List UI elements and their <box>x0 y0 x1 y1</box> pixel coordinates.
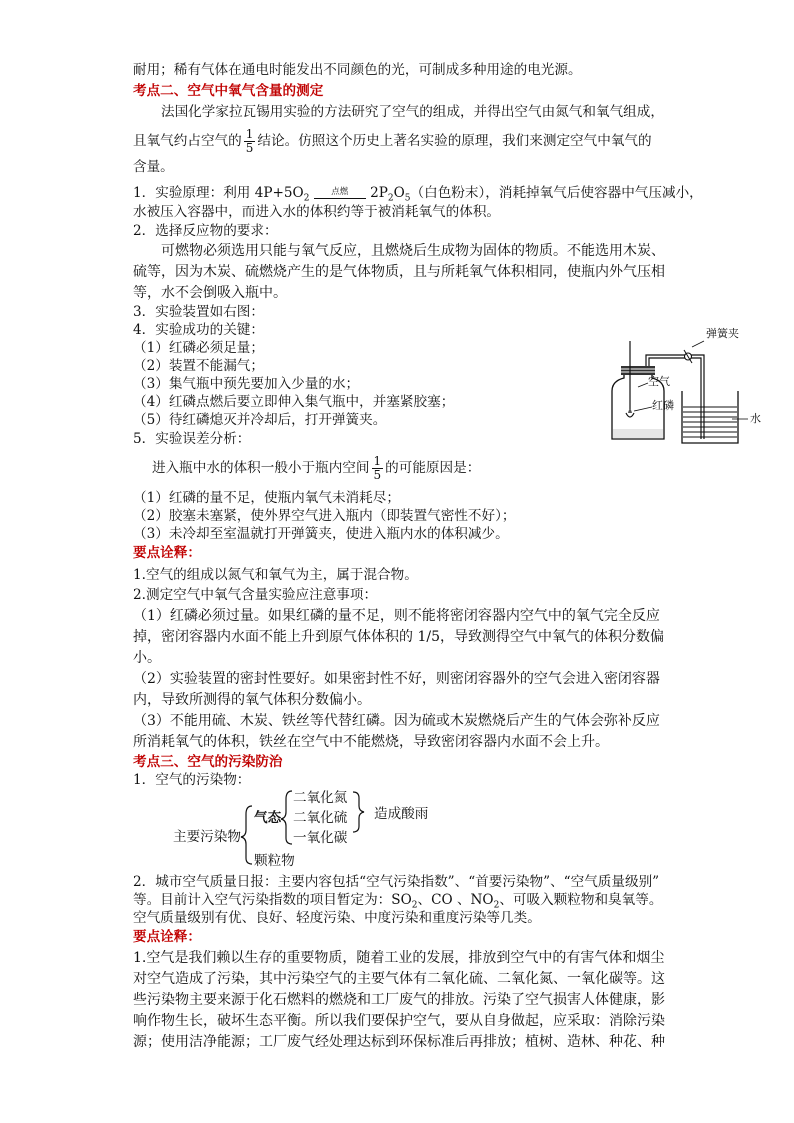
text-line: 2．城市空气质量日报：主要内容包括“空气污染指数”、“首要污染物”、“空气质量级别” <box>133 874 660 890</box>
text-span: 且氧气约占空气的 <box>133 133 242 149</box>
brace-right <box>353 792 364 832</box>
list-item: （5）待红磷熄灭并冷却后，打开弹簧夹。 <box>133 412 387 428</box>
burning-phosphorus <box>628 409 632 413</box>
text-line: 源；使用洁净能源；工厂废气经处理达标到环保标准后再排放；植树、造林、种花、种 <box>133 1034 665 1050</box>
reaction-arrow-line <box>314 198 366 199</box>
text-line: （1）红磷必须过量。如果红磷的量不足，则不能将密闭容器内空气中的氧气完全反应 <box>133 608 660 624</box>
text-line: 空气质量级别有优、良好、轻度污染、中度污染和重度污染等几类。 <box>133 910 541 926</box>
text-line: 掉，密闭容器内水面不能上升到原气体体积的 1/5，导致测得空气中氧气的体积分数偏 <box>133 629 664 645</box>
text-line: 对空气造成了污染，其中污染空气的主要气体有二氧化硫、二氧化氮、一氧化碳等。这 <box>133 971 665 987</box>
fraction-denominator: 5 <box>373 468 382 482</box>
paragraph-line <box>133 128 652 155</box>
condition-label: 点燃 <box>331 187 349 197</box>
text-line: （2）实验装置的密封性要好。如果密封性不好，则密闭容器外的空气会进入密闭容器 <box>133 671 660 687</box>
text-line: 3．实验装置如右图： <box>133 304 264 320</box>
tree-gas-item: 一氧化碳 <box>293 830 348 846</box>
list-item: （2）装置不能漏气； <box>133 358 264 374</box>
tree-gas-label: 气态 <box>254 810 282 826</box>
text-line: 1.空气的组成以氮气和氧气为主，属于混合物。 <box>133 567 418 583</box>
text-span: 结论。仿照这个历史上著名实验的原理，我们来测定空气中氧气的 <box>257 133 652 149</box>
apparatus-diagram <box>604 327 776 451</box>
tree-gas-item: 二氧化氮 <box>293 790 348 806</box>
rubber-stopper <box>621 366 655 375</box>
bottle-water <box>613 429 663 438</box>
brace-left-inner <box>281 791 292 844</box>
text-line: 2．选择反应物的要求： <box>133 223 278 239</box>
text-span: O <box>393 185 405 201</box>
paragraph-line: 含量。 <box>133 159 174 175</box>
text-line: 可燃物必须选用只能与氧气反应，且燃烧后生成物为固体的物质。不能选用木炭、 <box>161 243 665 259</box>
label-water: 水 <box>750 412 761 425</box>
list-item: （2）胶塞未塞紧，使外界空气进入瓶内（即装置气密性不好）； <box>133 508 516 524</box>
key-points-heading: 要点诠释： <box>133 545 201 561</box>
label-phosphorus: 红磷 <box>652 399 674 412</box>
text-line: 1．空气的污染物： <box>133 772 251 788</box>
text-span: 等。目前计入空气污染指数的项目暂定为：SO <box>133 892 412 908</box>
combustion-spoon <box>626 413 634 417</box>
list-item: （3）未冷却至室温就打开弹簧夹，使进入瓶内水的体积减少。 <box>133 526 509 542</box>
tree-particles-label: 颗粒物 <box>254 853 295 869</box>
text-line: 等，水不会倒吸入瓶中。 <box>133 285 287 301</box>
subscript: 2 <box>303 193 310 204</box>
fraction-denominator: 5 <box>245 141 254 155</box>
text-line: 5．实验误差分析： <box>133 431 251 447</box>
text-line: 小。 <box>133 650 161 666</box>
paragraph-line: 法国化学家拉瓦锡用实验的方法研究了空气的组成，并得出空气由氮气和氧气组成， <box>161 104 664 120</box>
subscript: 2 <box>493 900 500 911</box>
fraction-one-fifth <box>372 455 384 482</box>
text-line: 所消耗氧气的体积，铁丝在空气中不能燃烧，导致密闭容器内水面不会上升。 <box>133 734 609 750</box>
subscript: 2 <box>387 193 394 204</box>
apparatus-drawing <box>604 333 776 451</box>
text-span: （白色粉末），消耗掉氧气后使容器中气压减小， <box>410 185 703 201</box>
fraction-numerator: 1 <box>373 454 382 468</box>
subscript: 2 <box>411 900 418 911</box>
text-span: 的可能原因是： <box>385 460 481 476</box>
list-item: （3）集气瓶中预先要加入少量的水； <box>133 376 360 392</box>
tree-root-label: 主要污染物 <box>173 829 241 845</box>
text-span: 2P <box>370 185 388 201</box>
text-line: （3）不能用硫、木炭、铁丝等代替红磷。因为硫或木炭燃烧后产生的气体会弥补反应 <box>133 713 660 729</box>
text-line: 2.测定空气中氧气含量实验应注意事项： <box>133 587 378 603</box>
subscript: 5 <box>404 193 411 204</box>
reaction-condition <box>314 188 366 199</box>
text-span: 1．实验原理：利用 4P+5O <box>133 185 304 201</box>
text-line: 些污染物主要来源于化石燃料的燃烧和工厂废气的排放。污染了空气损害人体健康，影 <box>133 992 665 1008</box>
text-span: 、可吸入颗粒物和臭氧等。 <box>499 892 663 908</box>
key-points-heading: 要点诠释： <box>133 929 201 945</box>
tree-gas-item: 二氧化硫 <box>293 810 348 826</box>
text-line: 水被压入容器中，而进入水的体积约等于被消耗氧气的体积。 <box>133 204 501 220</box>
label-spring-clip: 弹簧夹 <box>706 327 739 340</box>
list-item: （1）红磷必须足量； <box>133 340 264 356</box>
text-line: 1.空气是我们赖以生存的重要物质，随着工业的发展，排放到空气中的有害气体和烟尘 <box>133 950 665 966</box>
text-line: 硫等，因为木炭、硫燃烧产生的是气体物质，且与所耗氧气体积相同，使瓶内外气压相 <box>133 264 665 280</box>
brace-left-outer <box>241 806 252 864</box>
text-line: 响作物生长，破坏生态平衡。所以我们要保护空气，要从自身做起，应采取：消除污染 <box>133 1013 665 1029</box>
text-line: 内，导致所测得的氧气体积分数偏小。 <box>133 692 371 708</box>
list-item: （1）红磷的量不足，使瓶内氧气未消耗尽； <box>133 490 400 506</box>
section-heading-3: 考点三、空气的污染防治 <box>133 754 283 770</box>
list-item: （4）红磷点燃后要立即伸入集气瓶中，并塞紧胶塞； <box>133 394 455 410</box>
text-line: 耐用；稀有气体在通电时能发出不同颜色的光，可制成多种用途的电光源。 <box>133 62 582 78</box>
tree-acid-rain-label: 造成酸雨 <box>374 806 429 822</box>
beaker-water <box>683 407 737 437</box>
fraction-numerator: 1 <box>245 127 254 141</box>
label-air: 空气 <box>648 375 670 388</box>
text-span: 进入瓶中水的体积一般小于瓶内空间 <box>152 460 370 476</box>
spring-clip-pointer <box>692 341 704 347</box>
section-heading-2: 考点二、空气中氧气含量的测定 <box>133 83 324 99</box>
fraction-one-fifth <box>244 128 256 155</box>
text-line <box>152 455 480 482</box>
text-line: 4．实验成功的关键： <box>133 322 264 338</box>
text-span: 、CO 、NO <box>417 892 494 908</box>
